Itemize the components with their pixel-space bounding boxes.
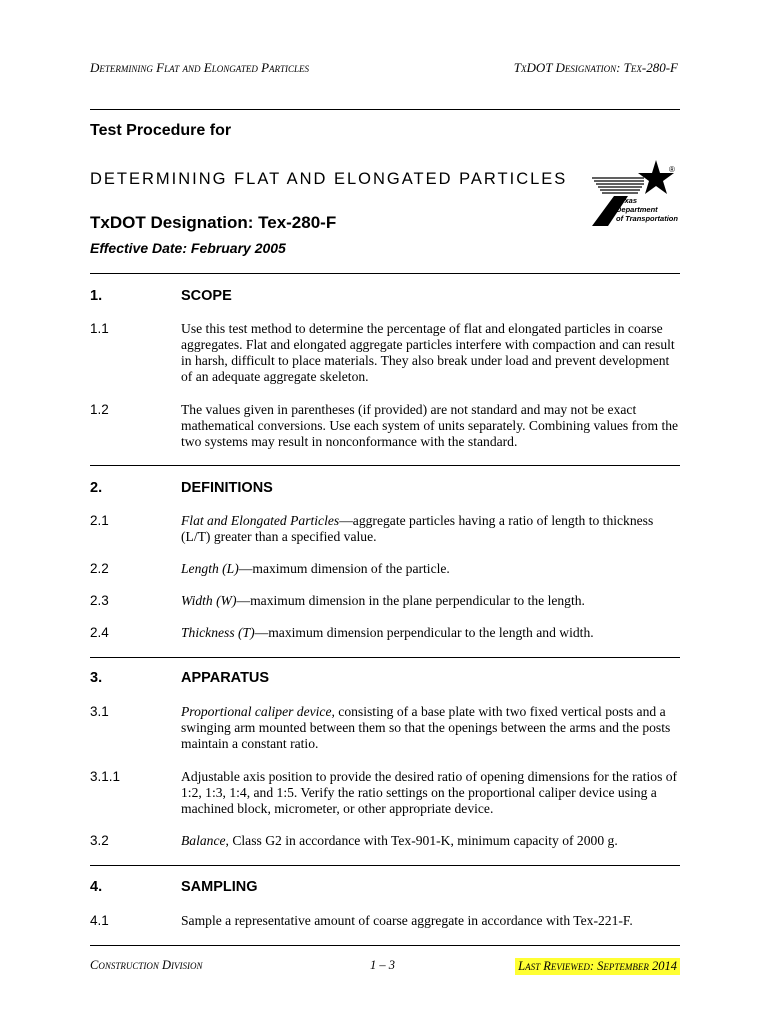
paragraph-number: 1.1 (90, 321, 109, 336)
term: Thickness (T) (181, 625, 255, 640)
paragraph-number: 1.2 (90, 402, 109, 417)
definition: —maximum dimension perpendicular to the length and width. (254, 625, 594, 640)
divider (90, 273, 680, 274)
section-title: DEFINITIONS (181, 480, 273, 496)
document-title: DETERMINING FLAT AND ELONGATED PARTICLES (90, 170, 568, 188)
logo-text (616, 196, 678, 223)
paragraph-text (181, 833, 682, 849)
running-header (90, 60, 678, 76)
paragraph-text (181, 704, 682, 752)
definition: consisting of a base plate with two fixed vertical posts and a swinging arm mounted between them so that the openings between the arms and the posts maintain a constant ratio. (181, 704, 671, 751)
paragraph-number: 3.1 (90, 704, 109, 719)
section-title: SCOPE (181, 288, 232, 304)
paragraph-2-1 (90, 513, 682, 545)
section-number: 2. (90, 480, 103, 496)
section-number: 3. (90, 670, 103, 686)
registered-mark: ® (669, 165, 675, 174)
definition: —maximum dimension in the plane perpendicular to the length. (236, 593, 585, 608)
last-reviewed: Last Reviewed: September 2014 (515, 958, 680, 975)
logo-line-1: Texas (616, 196, 637, 205)
paragraph-text: Use this test method to determine the percentage of flat and elongated particles in coarse aggregates. Flat and elongated aggregate particles interfere with compaction and can result in harsh, difficult to place materials. They also break under load and prevent development of an adequate aggregate skeleton. (181, 321, 675, 384)
divider (90, 109, 680, 110)
logo-line-2: Department (616, 205, 658, 214)
term: Length (L) (181, 561, 239, 576)
section-title: SAMPLING (181, 879, 258, 895)
page-number: 1 – 3 (370, 958, 395, 972)
running-header-designation: TxDOT Designation: Tex-280-F (513, 60, 678, 75)
divider (90, 465, 680, 466)
effective-date: Effective Date: February 2005 (90, 240, 286, 256)
paragraph-2-4 (90, 625, 682, 641)
running-header-title: Determining Flat and Elongated Particles (90, 60, 310, 75)
divider (90, 865, 680, 866)
divider (90, 657, 680, 658)
definition: —maximum dimension of the particle. (238, 561, 450, 576)
designation: TxDOT Designation: Tex-280-F (90, 213, 337, 232)
term: Width (W) (181, 593, 237, 608)
paragraph-text (181, 593, 682, 609)
section-title: APPARATUS (181, 670, 270, 686)
definition: —aggregate particles having a ratio of length to thickness (L/T) greater than a specified value. (181, 513, 654, 544)
paragraph-text: The values given in parentheses (if provided) are not standard and may not be exact mathematical conversions. Use each system of units separately. Combining values from the two systems may result in nonconformance with the standard. (181, 402, 679, 449)
paragraph-text: Sample a representative amount of coarse aggregate in accordance with Tex-221-F. (181, 913, 633, 928)
paragraph-1-2 (90, 402, 682, 450)
definition: , Class G2 in accordance with Tex-901-K, minimum capacity of 2000 g. (225, 833, 618, 848)
paragraph-2-2 (90, 561, 682, 577)
paragraph-number: 2.4 (90, 625, 109, 640)
paragraph-text (181, 513, 682, 545)
paragraph-number: 2.2 (90, 561, 109, 576)
paragraph-1-1 (90, 321, 682, 385)
paragraph-text: Adjustable axis position to provide the desired ratio of opening dimensions for the ratios of 1:2, 1:3, 1:4, and 1:5. Verify the ratio settings on the proportional caliper device using a machined block, micrometer, or other appropriate device. (181, 769, 678, 816)
paragraph-3-1 (90, 704, 682, 752)
paragraph-number: 3.2 (90, 833, 109, 848)
divider (90, 945, 680, 946)
logo-line-3: of Transportation (616, 214, 678, 223)
paragraph-3-2 (90, 833, 682, 849)
term: Balance (181, 833, 226, 848)
paragraph-text (181, 625, 682, 641)
footer-division: Construction Division (90, 958, 203, 972)
paragraph-number: 2.3 (90, 593, 109, 608)
section-number: 1. (90, 288, 103, 304)
paragraph-number: 4.1 (90, 913, 109, 928)
paragraph-4-1 (90, 913, 682, 929)
term: Proportional caliper device, (181, 704, 335, 719)
term: Flat and Elongated Particles (181, 513, 340, 528)
section-number: 4. (90, 879, 103, 895)
paragraph-number: 3.1.1 (90, 769, 121, 784)
paragraph-text (181, 561, 682, 577)
test-procedure-label: Test Procedure for (90, 122, 232, 139)
paragraph-2-3 (90, 593, 682, 609)
paragraph-3-1-1 (90, 769, 682, 817)
paragraph-number: 2.1 (90, 513, 109, 528)
